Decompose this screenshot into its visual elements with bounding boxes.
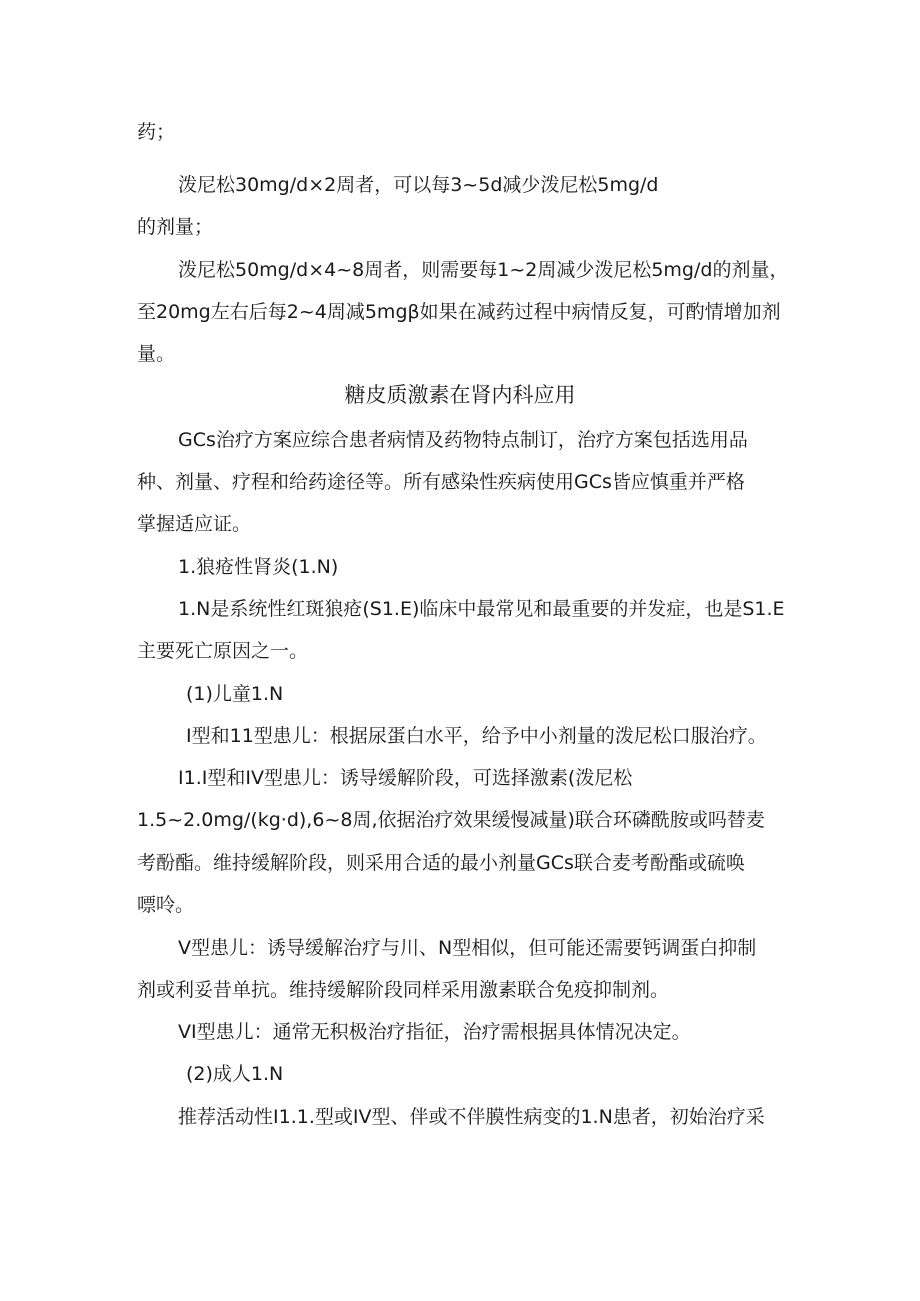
text-line-4: 泼尼松50mg/d×4~8周者，则需要每1~2周减少泼尼松5mg/d的剂量， — [178, 259, 789, 281]
body-line-8: I型和11型患儿：根据尿蛋白水平，给予中小剂量的泼尼松口服治疗。 — [186, 725, 767, 747]
section-title: 糖皮质激素在肾内科应用 — [344, 383, 576, 407]
body-line-12: 嘌呤。 — [137, 894, 195, 916]
subheading-adults: (2)成人1.N — [186, 1063, 284, 1085]
body-line-13: V型患儿：诱导缓解治疗与川、N型相似，但可能还需要钙调蛋白抑制 — [178, 937, 757, 959]
body-line-5: 1.N是系统性红斑狼疮(S1.E)临床中最常见和最重要的并发症，也是S1.E — [178, 598, 785, 620]
body-line-15: VI型患儿：通常无积极治疗指征，治疗需根据具体情况决定。 — [178, 1021, 691, 1043]
body-line-2: 种、剂量、疗程和给药途径等。所有感染性疾病使用GCs皆应慎重并严格 — [137, 471, 745, 493]
body-line-9: I1.I型和IV型患儿：诱导缓解阶段，可选择激素(泼尼松 — [178, 767, 633, 789]
text-line-2: 泼尼松30mg/d×2周者，可以每3~5d减少泼尼松5mg/d — [178, 174, 659, 196]
text-line-3: 的剂量； — [137, 216, 214, 238]
body-line-6: 主要死亡原因之一。 — [137, 640, 309, 662]
text-line-5: 至20mg左右后每2~4周减5mgβ如果在减药过程中病情反复，可酌情增加剂 — [137, 301, 781, 323]
text-line-6: 量。 — [137, 343, 176, 365]
body-line-10: 1.5~2.0mg/(kg·d),6~8周,依据治疗效果缓慢减量)联合环磷酰胺或吗替麦 — [137, 809, 765, 831]
body-line-1: GCs治疗方案应综合患者病情及药物特点制订，治疗方案包括选用品 — [178, 429, 748, 451]
text-line-1: 药； — [137, 121, 176, 143]
body-line-17: 推荐活动性I1.1.型或IV型、伴或不伴膜性病变的1.N患者，初始治疗采 — [178, 1106, 765, 1128]
body-line-11: 考酚酯。维持缓解阶段，则采用合适的最小剂量GCs联合麦考酚酯或硫唤 — [137, 852, 745, 874]
subheading-lupus-nephritis: 1.狼疮性肾炎(1.N) — [178, 556, 339, 578]
body-line-14: 剂或利妥昔单抗。维持缓解阶段同样采用激素联合免疫抑制剂。 — [137, 979, 670, 1001]
body-line-3: 掌握适应证。 — [137, 513, 252, 535]
subheading-children: (1)儿童1.N — [186, 683, 284, 705]
